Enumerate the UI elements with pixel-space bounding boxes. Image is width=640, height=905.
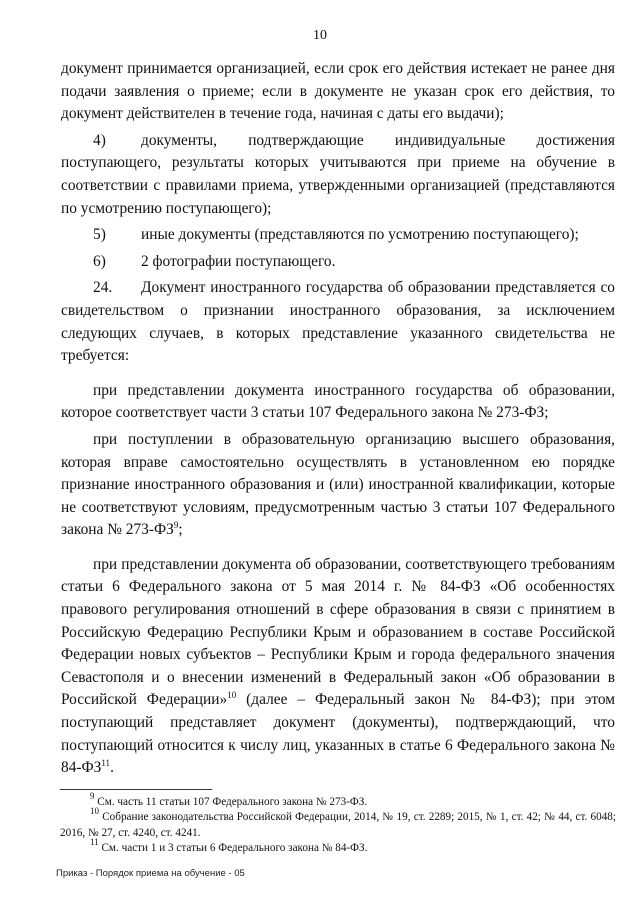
footnote-11: $^{11}$ См. части 1 и 3 статьи 6 Федерального закона № 84-ФЗ.	[90, 837, 368, 855]
exception-paragraph-2: при поступлении в образовательную организацию высшего образования, которая вправе самостоятельно осуществлять в установленном ею порядке признание иностранного образования и (или) иностранной квалификации, которые не соответствуют условиям, предусмотренным частью 3 статьи 107 Федерального закона № $273-ФЗ^9$;	[61, 430, 615, 539]
footnote-9: $^9$ См. часть 11 статьи 107 Федерального закона № 273-ФЗ.	[90, 791, 368, 808]
list-number: 5)	[93, 226, 106, 244]
exception-paragraph-1: при представлении документа иностранного государства об образовании, которое соответствует части 3 статьи 107 Федерального закона № 273-ФЗ;	[61, 381, 615, 422]
document-body	[61, 58, 615, 780]
list-item-4: 4) документы, подтверждающие индивидуальные достижения поступающего, результаты которых учитываются при приеме на обучение в соответствии с правилами приема, утвержденными организацией (представляются по усмотрению поступающего);	[61, 131, 615, 217]
footnote-ref: 10	[227, 690, 237, 701]
list-number: 4)	[93, 131, 106, 149]
footnote-10: $^{10}$ Собрание законодательства Российской Федерации, 2014, № 19, ст. 2289; 2015, № 1, ст. 42; № 44, ст. 6048; 2016, № 27, ст. 4240, ст. 4241.	[60, 806, 616, 839]
clause-24: 24. Документ иностранного государства об образовании представляется со свидетельством о признании иностранного образования, за исключением следующих случаев, в которых представление указанного свидетельства не требуется:	[61, 279, 615, 365]
exception-paragraph-3: при представлении документа об образовании, соответствующего требованиям статьи 6 Федерального закона от 5 мая 2014 г. № 84-ФЗ «Об особенностях правового регулирования отношений в сфере образования в связи с принятием в Российскую Федерацию Республики Крым и образованием в составе Российской Федерации новых субъектов – Республики Крым и города федерального значения Севастополя и о внесении изменений в Федеральный закон «Об образовании в Российской Федерации»$^{10}$ (далее – Федеральный закон № 84-ФЗ); при этом поступающий представляет документ (документы), подтверждающий, что поступающий относится к числу лиц, указанных в статье 6 Федерального закона № 84-ФЗ$^{11}$.	[61, 555, 615, 777]
page-number: 10	[313, 28, 327, 43]
footnote-ref: 11	[101, 758, 111, 769]
footnote-divider	[60, 789, 212, 790]
list-item-5: 5) иные документы (представляются по усмотрению поступающего);	[61, 224, 615, 247]
clause-number: 24.	[93, 279, 113, 297]
list-number: 6)	[93, 252, 106, 270]
page-footer: Приказ - Порядок приема на обучение - 05	[56, 868, 245, 879]
footnote-ref: 9	[173, 520, 179, 531]
list-item-6: 6) 2 фотографии поступающего.	[61, 251, 615, 274]
paragraph-continuation: документ принимается организацией, если срок его действия истекает не ранее дня подачи заявления о приеме; если в документе не указан срок его действия, то документ действителен в течение года, начиная с даты его выдачи);	[61, 60, 615, 123]
footnotes	[60, 791, 616, 857]
